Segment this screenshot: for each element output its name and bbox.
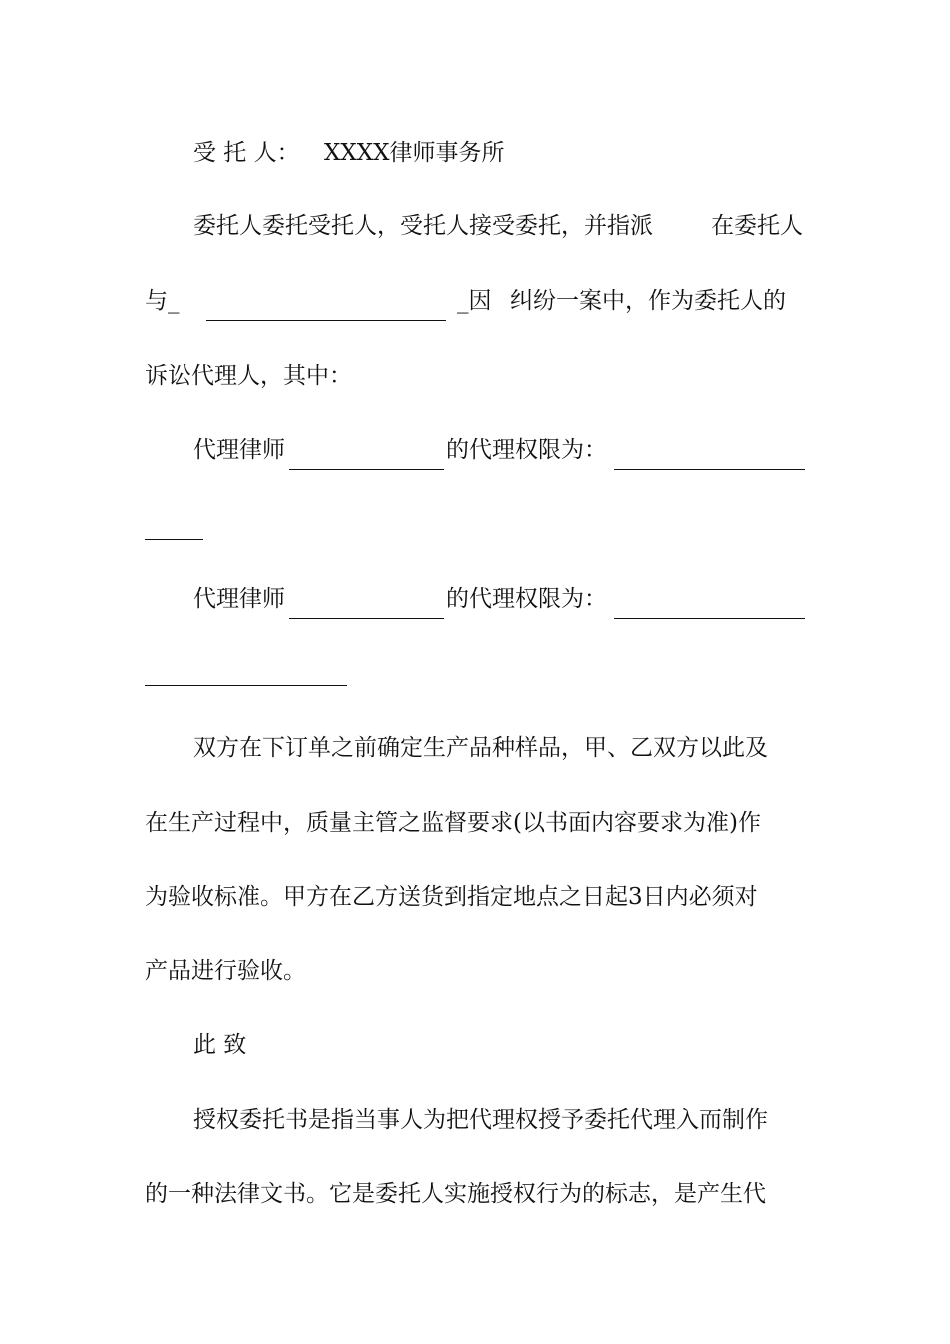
trustee-label: 受 托 人： [193,140,300,166]
trustee-value: XXXX律师事务所 [324,140,505,166]
quality-text-4: 产品进行验收。 [145,958,306,984]
quality-text-3: 为验收标准。甲方在乙方送货到指定地点之日起3日内必须对 [145,884,758,910]
definition-paragraph-line [0,1100,950,1140]
dispute-prefix: _因 [457,288,492,314]
opposing-party-blank[interactable] [206,281,446,321]
closing-text: 此 致 [193,1032,247,1058]
authority-blank-1-continued-line [0,500,950,540]
appointment-tail: 在委托人 [711,213,803,239]
quality-text-2: 在生产过程中，质量主管之监督要求(以书面内容要求为准)作 [145,810,761,836]
lawyer-label-2: 代理律师 [193,586,285,612]
quality-paragraph-line [0,877,950,917]
authority-blank-2-continued-line [0,646,950,686]
lawyer-name-blank-2[interactable] [289,579,444,619]
dispute-text: 纠纷一案中，作为委托人的 [510,288,786,314]
lawyer-authority-line-1 [0,430,950,470]
lawyer-label-1: 代理律师 [193,437,285,463]
definition-text-1: 授权委托书是指当事人为把代理权授予委托代理入而制作 [193,1107,768,1133]
appointment-text: 委托人委托受托人，受托人接受委托，并指派 [193,213,653,239]
agent-intro-text: 诉讼代理人，其中： [145,363,352,389]
closing-line [0,1025,950,1065]
authority-label-1: 的代理权限为： [446,437,607,463]
authority-blank-2-continued[interactable] [145,646,347,686]
authority-label-2: 的代理权限为： [446,586,607,612]
quality-paragraph-line [0,951,950,991]
agent-intro-line [0,356,950,396]
quality-paragraph-line [0,728,950,768]
lawyer-name-blank-1[interactable] [289,430,444,470]
definition-text-2: 的一种法律文书。它是委托人实施授权行为的标志，是产生代 [145,1181,766,1207]
definition-paragraph-line [0,1174,950,1214]
case-line [0,281,950,321]
authority-blank-2[interactable] [614,579,805,619]
authority-blank-1-continued[interactable] [145,500,203,540]
lawyer-authority-line-2 [0,579,950,619]
quality-paragraph-line [0,803,950,843]
appointment-line [0,206,950,246]
opposing-party-prefix: 与_ [145,288,180,314]
trustee-line [0,133,950,173]
quality-text-1: 双方在下订单之前确定生产品种样品，甲、乙双方以此及 [193,735,768,761]
authority-blank-1[interactable] [614,430,805,470]
